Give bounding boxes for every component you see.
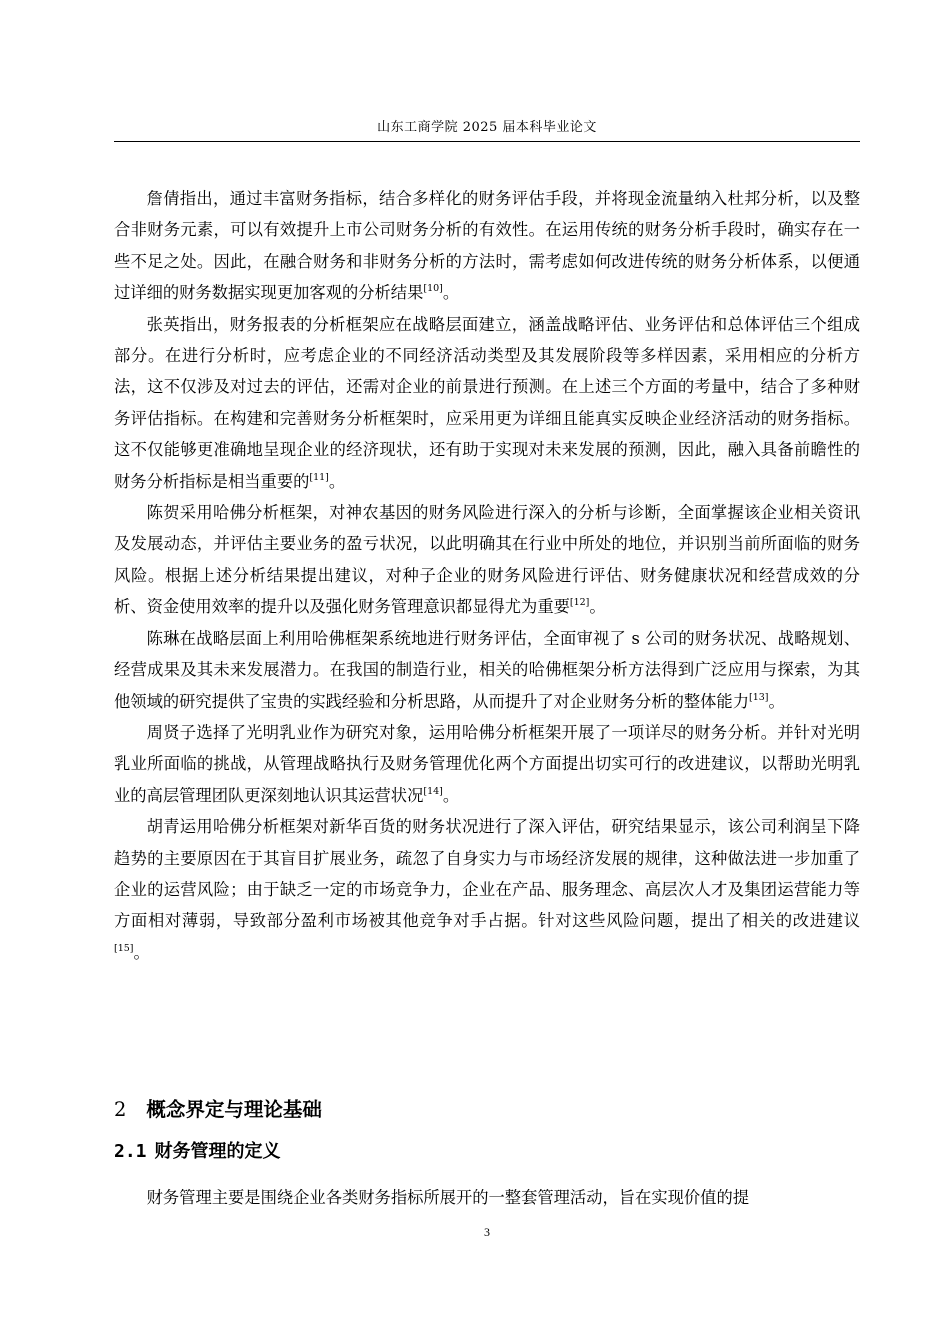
paragraph-text: 张英指出，财务报表的分析框架应在战略层面建立，涵盖战略评估、业务评估和总体评估三个组成部分。在进行分析时，应考虑企业的不同经济活动类型及其发展阶段等多样因素，采用相应的分析方法，这不仅涉及对过去的评估，还需对企业的前景进行预测。在上述三个方面的考量中，结合了多种财务评估指标。在构建和完善财务分析框架时，应采用更为详细且能真实反映企业经济活动的财务指标。这不仅能够更准确地呈现企业的经济现状，还有助于实现对未来发展的预测，因此，融入具备前瞻性的财务分析指标是相当重要的 <box>114 314 860 491</box>
header-rule <box>114 141 860 142</box>
citation-ref: [10] <box>423 283 443 295</box>
paragraph-chen-lin <box>114 623 860 717</box>
citation-ref: [11] <box>309 471 329 483</box>
page-number: 3 <box>484 1225 490 1239</box>
paragraph-hu-qing <box>114 811 860 968</box>
subsection-number: 2.1 <box>114 1141 147 1162</box>
citation-ref: [13] <box>748 691 769 703</box>
paragraph-text: 詹倩指出，通过丰富财务指标，结合多样化的财务评估手段，并将现金流量纳入杜邦分析，以及整合非财务元素，可以有效提升上市公司财务分析的有效性。在运用传统的财务分析手段时，确实存在一些不足之处。因此，在融合财务和非财务分析的方法时，需考虑如何改进传统的财务分析体系，以便通过详细的财务数据实现更加客观的分析结果 <box>114 189 860 303</box>
paragraph-end: 。 <box>442 283 460 303</box>
section-heading <box>114 1095 322 1125</box>
subsection-title: 财务管理的定义 <box>154 1141 281 1162</box>
paragraph-zhan-qian <box>114 183 860 309</box>
citation-ref: [14] <box>423 785 443 797</box>
paragraph-text: 周贤子选择了光明乳业作为研究对象，运用哈佛分析框架开展了一项详尽的财务分析。并针对光明乳业所面临的挑战，从管理战略执行及财务管理优化两个方面提出切实可行的改进建议，以帮助光明乳业的高层管理团队更深刻地认识其运营状况 <box>114 722 860 805</box>
paragraph-end: 。 <box>442 785 460 805</box>
section-title: 概念界定与理论基础 <box>146 1098 322 1121</box>
paragraph-end: 。 <box>328 471 346 491</box>
section-number: 2 <box>114 1098 127 1121</box>
paragraph-text: 胡青运用哈佛分析框架对新华百货的财务状况进行了深入评估，研究结果显示，该公司利润呈下降趋势的主要原因在于其盲目扩展业务，疏忽了自身实力与市场经济发展的规律，这种做法进一步加重了企业的运营风险；由于缺乏一定的市场竞争力，企业在产品、服务理念、高层次人才及集团运营能力等方面相对薄弱，导致部分盈利市场被其他竞争对手占据。针对这些风险问题，提出了相关的改进建议 <box>114 817 860 931</box>
paragraph-chen-he <box>114 497 860 623</box>
paragraph-zhou-xianzi <box>114 717 860 811</box>
running-header: 山东工商学院 2025 届本科毕业论文 <box>377 120 597 135</box>
citation-ref: [15] <box>114 942 134 954</box>
paragraph-text: 陈贺采用哈佛分析框架，对神农基因的财务风险进行深入的分析与诊断，全面掌握该企业相关资讯及发展动态，并评估主要业务的盈亏状况，以此明确其在行业中所处的地位，并识别当前所面临的财务风险。根据上述分析结果提出建议，对种子企业的财务风险进行评估、财务健康状况和经营成效的分析、资金使用效率的提升以及强化财务管理意识都显得尤为重要 <box>114 503 860 617</box>
paragraph-end: 。 <box>768 691 785 711</box>
paragraph-end: 。 <box>589 597 606 617</box>
paragraph-end: 。 <box>133 942 150 962</box>
subsection-heading <box>114 1137 281 1167</box>
citation-ref: [12] <box>569 597 590 609</box>
paragraph-text: 陈琳在战略层面上利用哈佛框架系统地进行财务评估，全面审视了 s 公司的财务状况、战略规划、经营成果及其未来发展潜力。在我国的制造行业，相关的哈佛框架分析方法得到广泛应用与探索，为其他领域的研究提供了宝贵的实践经验和分析思路，从而提升了对企业财务分析的整体能力 <box>114 628 860 711</box>
paragraph-definition: 财务管理主要是围绕企业各类财务指标所展开的一整套管理活动，旨在实现价值的提 <box>146 1188 750 1207</box>
body-text <box>114 183 860 968</box>
body-text-continued <box>114 1182 860 1213</box>
paragraph-zhang-ying <box>114 309 860 497</box>
